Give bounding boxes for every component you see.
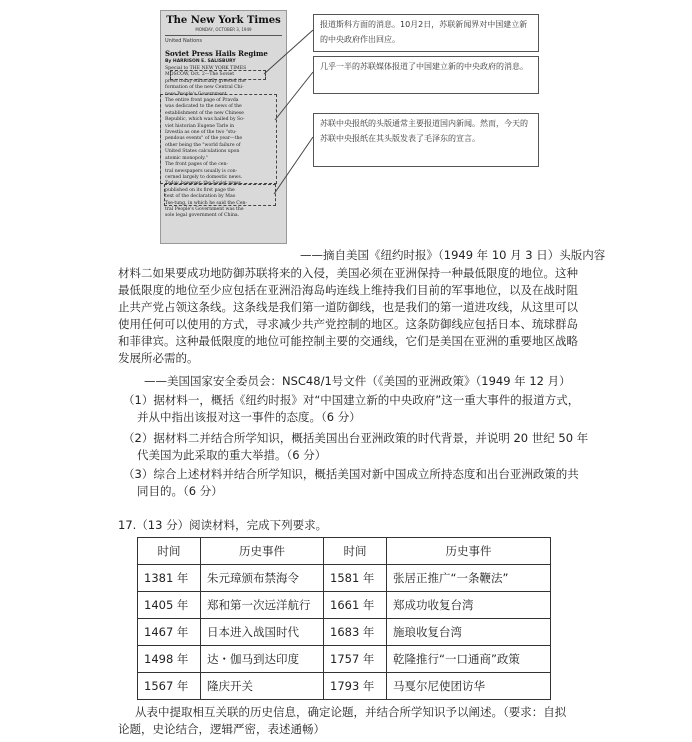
table-row bbox=[138, 619, 551, 646]
newspaper-body-line: establishment of the new Chinese bbox=[165, 110, 244, 116]
newspaper-body-line: Special to THE NEW YORK TIMES bbox=[165, 66, 247, 71]
newspaper-body-line: viet historian Eugene Tarle in bbox=[165, 123, 235, 129]
table-header-row bbox=[138, 538, 551, 565]
cell-time: 1405 年 bbox=[138, 592, 201, 619]
cell-event: 郑成功收复台湾 bbox=[387, 592, 551, 619]
source-citation-1: ——摘自美国《纽约时报》（1949 年 10 月 3 日）头版内容 bbox=[300, 248, 606, 262]
cell-event: 朱元璋颁布禁海令 bbox=[201, 565, 324, 592]
newspaper-body-line: formation of the new Central Chi- bbox=[165, 85, 244, 91]
cell-event: 乾隆推行“一口通商”政策 bbox=[387, 646, 551, 673]
question-3-line-2: 同目的。（6 分） bbox=[137, 484, 223, 498]
cell-time: 1793 年 bbox=[324, 673, 387, 700]
cell-event: 隆庆开关 bbox=[201, 673, 324, 700]
requirement-line-2: 论题，史论结合，逻辑严密，表述通畅） bbox=[118, 722, 325, 736]
newspaper-body-line: Izvestia as one of the two "stu- bbox=[165, 130, 237, 136]
newspaper-body-line: Republic, which was hailed by So- bbox=[165, 117, 245, 123]
table-row bbox=[138, 565, 551, 592]
cell-event: 日本进入战国时代 bbox=[201, 619, 324, 646]
question-3-line-1: （3）综合上述材料并结合所学知识，概括美国对新中国成立所持态度和出台亚洲政策的共 bbox=[123, 467, 579, 481]
newspaper-body-line: tral People's Government was the bbox=[165, 206, 244, 212]
header-event-1: 历史事件 bbox=[201, 538, 324, 565]
newspaper-body-line: published on its first page the bbox=[165, 187, 235, 193]
header-time-2: 时间 bbox=[324, 538, 387, 565]
cell-time: 1661 年 bbox=[324, 592, 387, 619]
newspaper-body-line: was dedicated to the news of the bbox=[165, 104, 242, 110]
history-events-table bbox=[137, 537, 551, 700]
newspaper-body-line: other being the "world failure of bbox=[165, 142, 241, 148]
cell-time: 1683 年 bbox=[324, 619, 387, 646]
cell-event: 马戛尔尼使团访华 bbox=[387, 673, 551, 700]
callout-1: 报道斯科方面的消息。10月2日，苏联新闻界对中国建立新的中央政府作出回应。 bbox=[313, 14, 539, 52]
callout-2: 几乎一半的苏联媒体报道了中国建立新的中央政府的消息。 bbox=[313, 56, 539, 94]
cell-time: 1567 年 bbox=[138, 673, 201, 700]
cell-time: 1498 年 bbox=[138, 646, 201, 673]
callout-3: 苏联中央报纸的头版通常主要报道国内新闻。然而，今天的苏联中央报纸在其头版发表了毛泽东的宣言。 bbox=[313, 113, 539, 167]
cell-event: 施琅收复台湾 bbox=[387, 619, 551, 646]
cell-time: 1381 年 bbox=[138, 565, 201, 592]
cell-time: 1757 年 bbox=[324, 646, 387, 673]
cell-event: 达・伽马到达印度 bbox=[201, 646, 324, 673]
material-2-paragraph: 材料二如果要成功地防御苏联将来的入侵，美国必须在亚洲保持一种最低限度的地位。这种最低限度的地位至少应包括在亚洲沿海岛屿连线上维持我们目前的军事地位，以及在战时阻止共产党占领这条线。这条线是我们第一道防御线，也是我们的第一道进攻线，从这里可以使用任何可以使用的方式，寻求减少共产党控制的地区。这条防御线应包括日本、琉球群岛和菲律宾。这种最低限度的地位可能控制主要的交通线，它们是美国在亚洲的重要地区战略发展所必需的。 bbox=[118, 266, 578, 365]
table-row bbox=[138, 673, 551, 700]
newspaper-body-line: press today editorially greeted the bbox=[165, 78, 246, 84]
newspaper-body-line: sole legal government of China. bbox=[165, 213, 240, 219]
header-event-2: 历史事件 bbox=[387, 538, 551, 565]
newspaper-body-line: pendous events" of the year—the bbox=[165, 136, 243, 142]
newspaper-section: United Nations bbox=[165, 38, 203, 44]
newspaper-body-line: Tse-tung, in which he said the Cen- bbox=[165, 200, 248, 206]
question-17-title: 17.（13 分）阅读材料，完成下列要求。 bbox=[118, 518, 328, 532]
newspaper-body-line: tral newspapers usually is con- bbox=[165, 168, 238, 174]
requirement-line-1: 从表中提取相互关联的历史信息，确定论题，并结合所学知识予以阐述。（要求：自拟 bbox=[135, 705, 567, 719]
header-time-1: 时间 bbox=[138, 538, 201, 565]
table-row bbox=[138, 592, 551, 619]
table-row bbox=[138, 646, 551, 673]
newspaper-byline: By HARRISON E. SALISBURY bbox=[165, 59, 236, 64]
newspaper-headline: Soviet Press Hails Regime bbox=[165, 49, 268, 58]
cell-time: 1581 年 bbox=[324, 565, 387, 592]
newspaper-body-line: The entire front page of Pravda bbox=[165, 98, 239, 104]
newspaper-body-line: The front pages of the cen- bbox=[165, 162, 228, 168]
question-2-line-2: 代美国为此采取的重大举措。（6 分） bbox=[137, 448, 327, 462]
newspaper-body-line: atomic monopoly." bbox=[165, 155, 208, 161]
question-1-line-1: （1）据材料一，概括《纽约时报》对“中国建立新的中央政府”这一重大事件的报道方式， bbox=[123, 393, 580, 407]
newspaper-date: MONDAY, OCTOBER 3, 1949 bbox=[195, 27, 252, 32]
newspaper-body-line: text of the declaration by Mao bbox=[165, 194, 236, 200]
newspaper-body-line: United States calculations upon bbox=[165, 149, 240, 155]
cell-time: 1467 年 bbox=[138, 619, 201, 646]
newspaper-body-line: nese People's Government. bbox=[165, 91, 229, 97]
newspaper-body-line: Today, however, the Soviet press bbox=[165, 181, 241, 187]
source-citation-2: ——美国国家安全委员会：NSC48/1号文件（《美国的亚洲政策》（1949 年 12 月） bbox=[144, 374, 571, 388]
question-1-line-2: 并从中指出该报对这一事件的态度。（6 分） bbox=[137, 410, 361, 424]
newspaper-masthead: The New York Times bbox=[166, 15, 281, 26]
cell-event: 郑和第一次远洋航行 bbox=[201, 592, 324, 619]
newspaper-body-line: cerned largely to domestic news. bbox=[165, 174, 243, 180]
newspaper-body-line: MOSCOW, Oct. 2—The Soviet bbox=[165, 72, 235, 78]
cell-event: 张居正推广“一条鞭法” bbox=[387, 565, 551, 592]
question-2-line-1: （2）据材料二并结合所学知识，概括美国出台亚洲政策的时代背景，并说明 20 世纪 50 年 bbox=[123, 431, 589, 445]
